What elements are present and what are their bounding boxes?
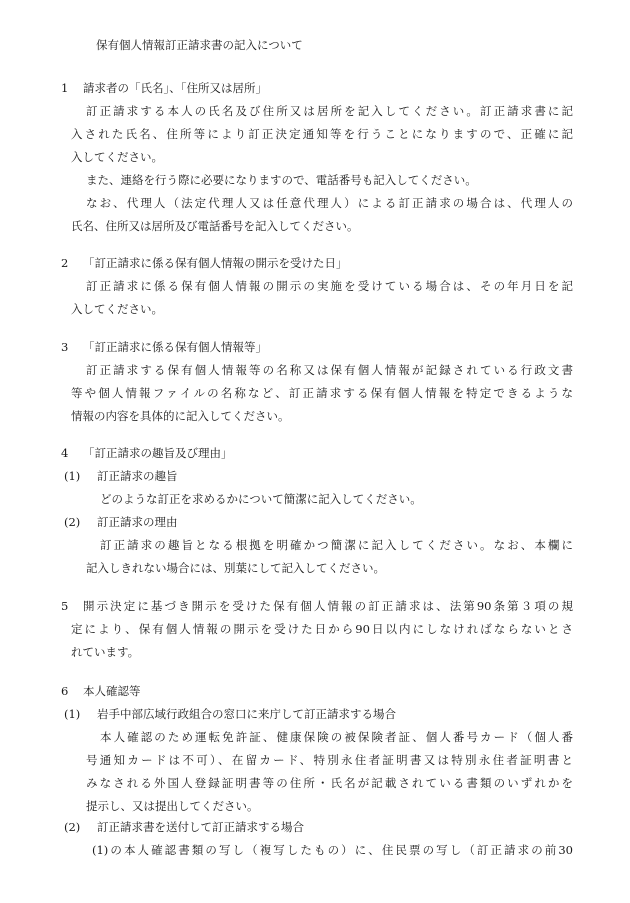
document-title: 保有個人情報訂正請求書の記入について [96,38,303,52]
section-6-2-line: (1)の本人確認書類の写し（複写したもの）に、住民票の写し（訂正請求の前30 [92,843,573,857]
section-5-line: 開示決定に基づき開示を受けた保有個人情報の訂正請求は、法第90条第３項の規 [83,599,573,613]
section-6-2-heading: 訂正請求書を送付して訂正請求する場合 [97,820,304,834]
section-4-heading: 「訂正請求の趣旨及び理由」 [83,446,233,460]
section-1-line: 入してください。 [71,150,163,164]
section-1-line: なお、代理人（法定代理人又は任意代理人）による訂正請求の場合は、代理人の [86,196,573,210]
section-6-heading: 本人確認等 [83,684,141,698]
section-6-1-line: 本人確認のため運転免許証、健康保険の被保険者証、個人番号カード（個人番 [100,730,573,744]
section-4-2-line: 記入しきれない場合には、別葉にして記入してください。 [86,561,385,575]
section-5-line: 定により、保有個人情報の開示を受けた日から90日以内にしなければならないとさ [71,622,573,636]
section-4-1-heading: 訂正請求の趣旨 [97,469,178,483]
section-6-1-heading: 岩手中部広域行政組合の窓口に来庁して訂正請求する場合 [97,707,396,721]
section-1-number: 1 [61,81,69,95]
section-1-heading: 請求者の「氏名」、「住所又は居所」 [83,81,267,95]
section-2-line: 入してください。 [71,302,163,316]
section-4-1-number: (1) [64,469,81,483]
section-1-line: 氏名、住所又は居所及び電話番号を記入してください。 [71,219,359,233]
section-3-heading: 「訂正請求に係る保有個人情報等」 [83,340,267,354]
section-5-line: れています。 [71,645,140,659]
section-4-number: 4 [61,446,69,460]
section-5-number: 5 [61,599,69,613]
section-3-line: 等や個人情報ファイルの名称など、訂正請求する保有個人情報を特定できるような [71,386,573,400]
section-4-2-number: (2) [64,515,81,529]
section-4-2-heading: 訂正請求の理由 [97,515,178,529]
section-6-1-line: みなされる外国人登録証明書等の住所・氏名が記載されている書類のいずれかを [86,776,573,790]
section-6-2-number: (2) [64,820,81,834]
section-1-line: また、連絡を行う際に必要になりますので、電話番号も記入してください。 [86,173,477,187]
section-1-line: 入された氏名、住所等により訂正決定通知等を行うことになりますので、正確に記 [71,127,573,141]
section-3-line: 情報の内容を具体的に記入してください。 [71,409,290,423]
section-2-heading: 「訂正請求に係る保有個人情報の開示を受けた日」 [83,256,348,270]
section-4-1-line: どのような訂正を求めるかについて簡潔に記入してください。 [100,492,422,506]
section-3-line: 訂正請求する保有個人情報等の名称又は保有個人情報が記録されている行政文書 [86,363,573,377]
section-1-line: 訂正請求する本人の氏名及び住所又は居所を記入してください。訂正請求書に記 [86,104,573,118]
section-6-number: 6 [61,684,69,698]
section-2-line: 訂正請求に係る保有個人情報の開示の実施を受けている場合は、その年月日を記 [86,279,573,293]
section-6-1-line: 提示し、又は提出してください。 [86,799,259,813]
section-6-1-line: 号通知カードは不可）、在留カード、特別永住者証明書又は特別永住者証明書と [86,753,573,767]
section-6-1-number: (1) [64,707,81,721]
section-2-number: 2 [61,256,69,270]
section-3-number: 3 [61,340,69,354]
section-4-2-line: 訂正請求の趣旨となる根拠を明確かつ簡潔に記入してください。なお、本欄に [100,538,573,552]
